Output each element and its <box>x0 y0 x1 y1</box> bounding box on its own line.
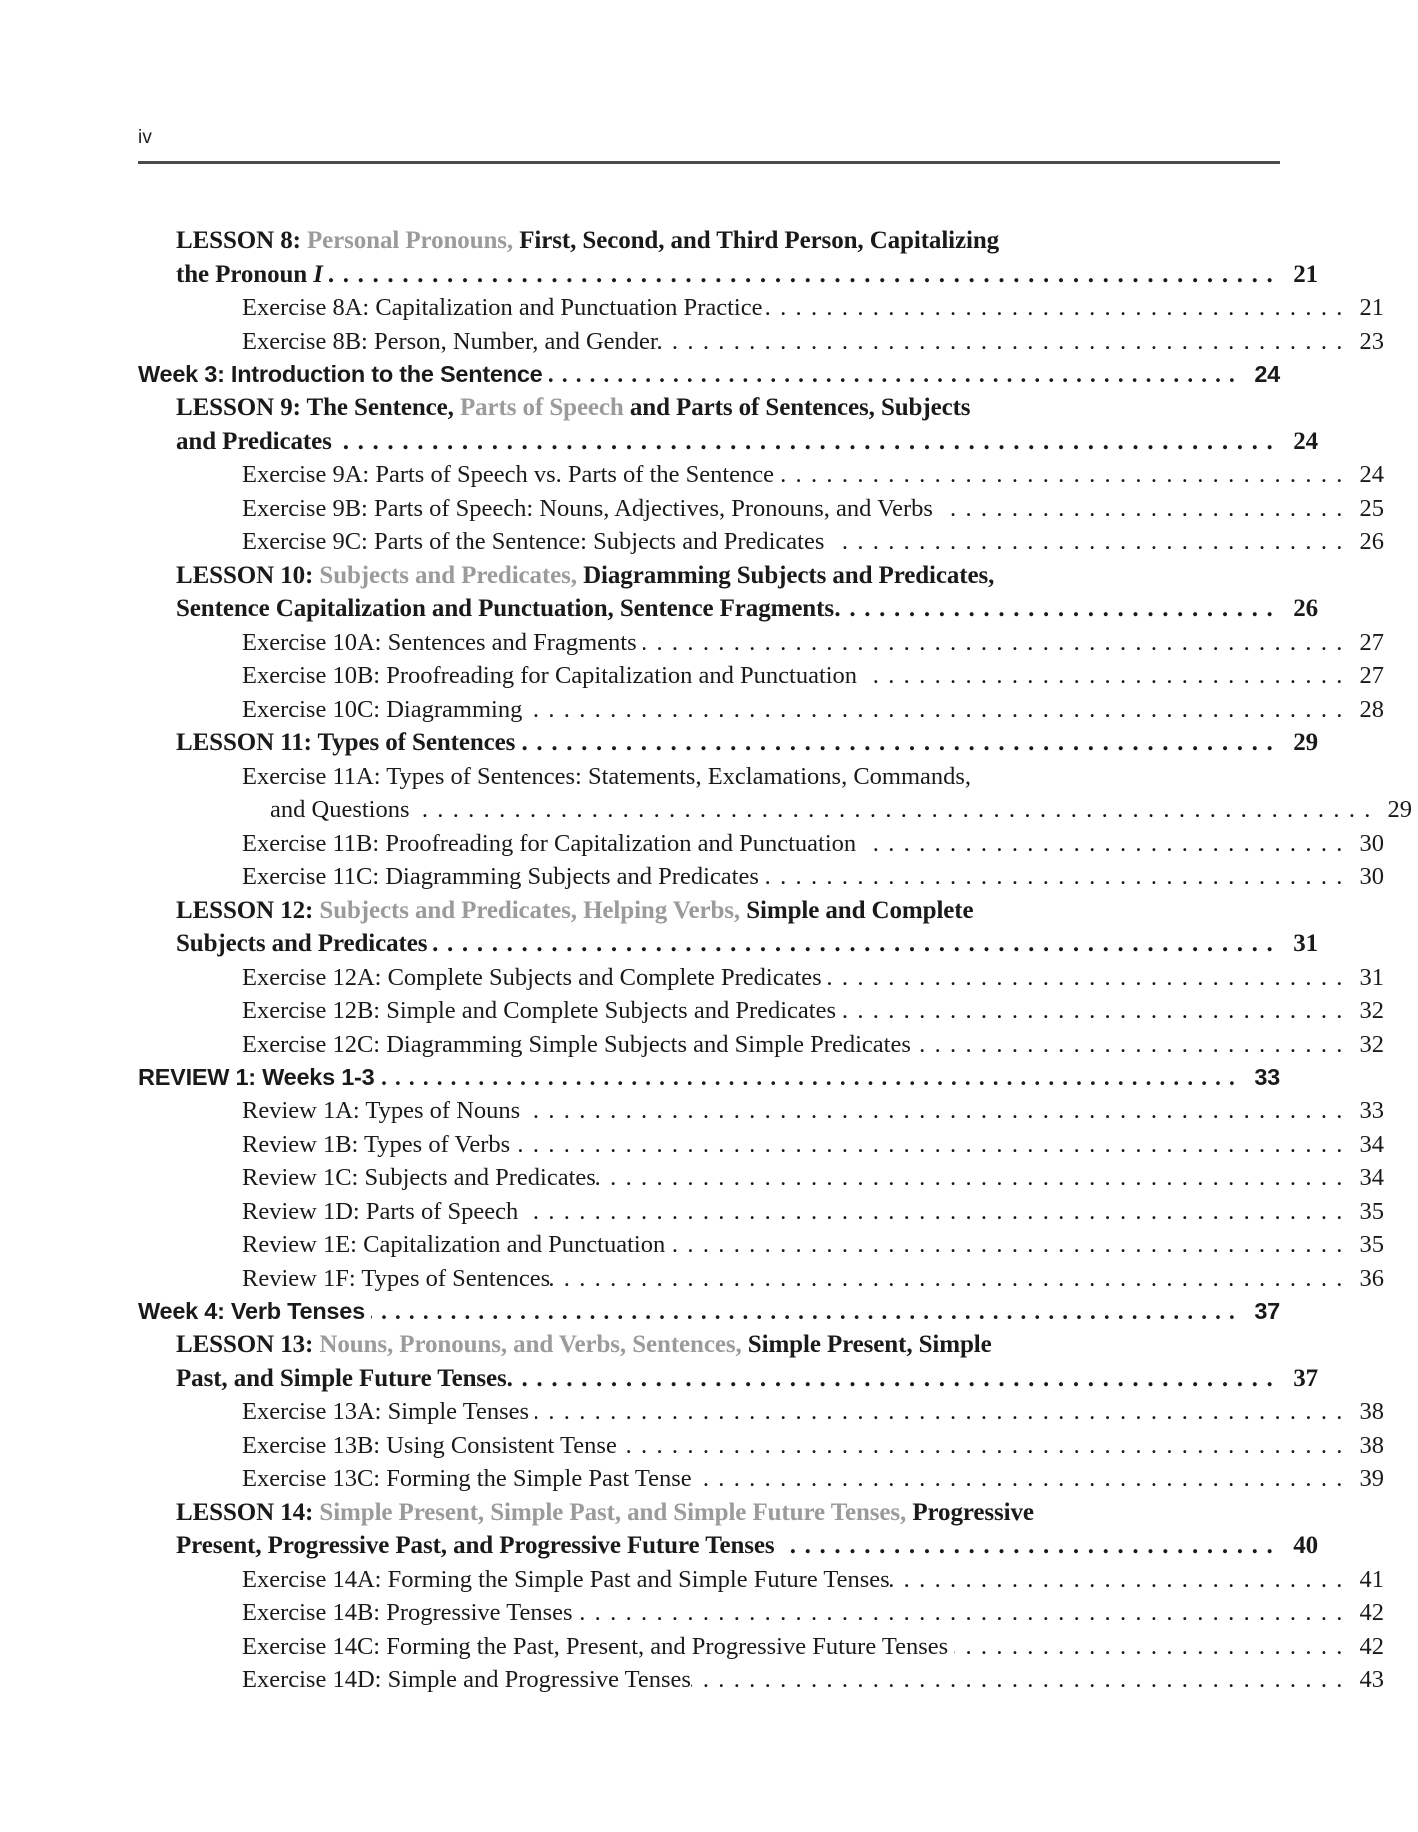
page-number: 36 <box>1359 1264 1384 1292</box>
page-number: 35 <box>1359 1231 1384 1258</box>
dot-leader <box>671 1237 1344 1262</box>
toc-entry-exercise[interactable] <box>242 961 1384 995</box>
page-number: 43 <box>1359 1666 1384 1693</box>
lesson-review-topics: Personal Pronouns, <box>306 227 514 254</box>
dot-leader <box>954 1639 1344 1664</box>
dot-leader <box>692 1471 1344 1496</box>
entry-title: Review 1E: Capitalization and Punctuation <box>242 1231 672 1258</box>
lesson-new-topics: Simple and Complete <box>740 896 974 924</box>
toc-entry-lesson[interactable] <box>176 559 1318 593</box>
dot-leader <box>579 1605 1344 1630</box>
dot-leader <box>550 1271 1344 1296</box>
entry-title: Exercise 12A: Complete Subjects and Complete Predicates <box>242 963 828 991</box>
toc-entry-lesson[interactable] <box>176 894 1318 928</box>
dot-leader <box>759 869 1344 894</box>
entry-title <box>176 258 329 292</box>
toc-entry-exercise[interactable] <box>242 1028 1384 1062</box>
dot-leader <box>781 1538 1274 1563</box>
entry-title: Exercise 9A: Parts of Speech vs. Parts of the Sentence <box>242 461 775 488</box>
entry-title <box>176 894 974 928</box>
dot-leader <box>643 635 1344 660</box>
toc-entry-exercise[interactable] <box>242 1228 1384 1262</box>
toc-entry-exercise[interactable] <box>242 458 1384 492</box>
page-number: 34 <box>1359 1130 1384 1158</box>
dot-leader <box>329 266 1274 291</box>
toc-entry-lesson-continued[interactable] <box>176 592 1318 626</box>
entry-title: Exercise 14D: Simple and Progressive Tenses <box>242 1666 691 1693</box>
page-number: 33 <box>1359 1097 1384 1124</box>
lesson-review-topics: Subjects and Predicates, Helping Verbs, <box>319 896 741 924</box>
entry-title <box>176 927 427 961</box>
lesson-line2-italic: I <box>313 260 323 288</box>
page-number: 34 <box>1359 1164 1384 1191</box>
lesson-new-topics: and Parts of Sentences, Subjects <box>623 394 971 421</box>
page-number: 31 <box>1293 930 1318 957</box>
page-number: 32 <box>1359 997 1384 1024</box>
dot-leader <box>862 836 1344 861</box>
toc-entry-lesson-continued[interactable] <box>176 258 1318 292</box>
toc-entry-week[interactable] <box>138 1295 1280 1328</box>
entry-title: Exercise 12B: Simple and Complete Subjects and Predicates <box>242 997 836 1024</box>
dot-leader <box>542 368 1236 391</box>
entry-title: Review 1F: Types of Sentences <box>242 1264 551 1292</box>
table-of-contents <box>138 224 1412 1697</box>
page-number: 30 <box>1359 829 1384 857</box>
page-number: 26 <box>1293 595 1318 622</box>
entry-title: and Questions <box>270 796 416 823</box>
dot-leader <box>836 1003 1344 1028</box>
dot-leader <box>596 1170 1344 1195</box>
page-number: 30 <box>1359 863 1384 890</box>
entry-title <box>176 726 521 760</box>
lesson-label: LESSON 12: <box>176 896 320 924</box>
dot-leader <box>427 936 1274 961</box>
dot-leader <box>834 601 1274 626</box>
dot-leader <box>371 1305 1236 1328</box>
toc-entry-exercise[interactable] <box>242 693 1384 727</box>
lesson-new-topics: First, Second, and Third Person, Capitalizing <box>513 227 1000 254</box>
page-number: 38 <box>1359 1431 1384 1459</box>
page-number: 41 <box>1359 1565 1384 1593</box>
entry-title: Exercise 11B: Proofreading for Capitalization and Punctuation <box>242 829 863 857</box>
page-number: 21 <box>1359 294 1384 321</box>
toc-entry-exercise[interactable] <box>242 860 1384 894</box>
toc-entry-exercise[interactable] <box>242 291 1384 325</box>
lesson-label: LESSON 14: <box>176 1498 320 1526</box>
toc-entry-lesson[interactable] <box>176 391 1318 425</box>
toc-entry-exercise[interactable] <box>242 760 1384 794</box>
entry-title: Exercise 13A: Simple Tenses <box>242 1398 536 1425</box>
toc-entry-exercise[interactable] <box>242 1262 1384 1296</box>
page-number: 24 <box>1293 427 1318 455</box>
toc-entry-exercise[interactable] <box>242 827 1384 861</box>
toc-entry-week[interactable] <box>138 1061 1280 1094</box>
entry-title: Exercise 13B: Using Consistent Tense <box>242 1431 623 1459</box>
toc-entry-exercise[interactable] <box>242 1094 1384 1128</box>
page-folio: iv <box>138 127 153 148</box>
toc-entry-exercise[interactable] <box>242 325 1384 359</box>
lesson-label: LESSON 10: <box>176 561 320 589</box>
entry-title: Exercise 10A: Sentences and Fragments <box>242 628 643 656</box>
toc-entry-exercise[interactable] <box>242 1195 1384 1229</box>
toc-entry-week[interactable] <box>138 358 1280 391</box>
entry-title <box>176 592 834 626</box>
entry-title: Exercise 14B: Progressive Tenses <box>242 1599 579 1626</box>
toc-entry-lesson-continued[interactable] <box>176 927 1318 961</box>
entry-title <box>176 224 999 258</box>
dot-leader <box>521 735 1274 760</box>
lesson-line2: Sentence Capitalization and Punctuation, Sentence Fragments <box>176 595 834 622</box>
page-number: 33 <box>1254 1064 1280 1090</box>
toc-entry-lesson-continued[interactable] <box>176 1362 1318 1396</box>
page-number: 27 <box>1359 662 1384 689</box>
lesson-new-topics: Simple Present, Simple <box>741 1331 992 1358</box>
toc-entry-exercise[interactable] <box>242 1462 1384 1496</box>
lesson-line2: Present, Progressive Past, and Progressive Future Tenses <box>176 1532 781 1559</box>
lesson-review-topics: Subjects and Predicates, <box>319 561 577 589</box>
toc-entry-exercise-continued[interactable] <box>270 793 1412 827</box>
entry-title: Exercise 9B: Parts of Speech: Nouns, Adjectives, Pronouns, and Verbs <box>242 494 940 522</box>
entry-title <box>176 559 994 593</box>
lesson-new-topics: Diagramming Subjects and Predicates, <box>576 561 995 589</box>
entry-title <box>176 1328 992 1362</box>
lesson-review-topics: Parts of Speech <box>459 394 624 421</box>
dot-leader <box>828 970 1344 995</box>
dot-leader <box>338 433 1274 458</box>
toc-entry-exercise[interactable] <box>242 1161 1384 1195</box>
page-number: 40 <box>1293 1532 1318 1559</box>
entry-title: REVIEW 1: Weeks 1-3 <box>138 1064 381 1090</box>
page-number: 42 <box>1359 1599 1384 1626</box>
toc-entry-lesson[interactable] <box>176 224 1318 258</box>
running-head <box>138 128 1280 164</box>
page-number: 25 <box>1359 494 1384 522</box>
toc-entry-exercise[interactable] <box>242 994 1384 1028</box>
entry-title: Review 1C: Subjects and Predicates <box>242 1164 596 1191</box>
page-number: 37 <box>1293 1364 1318 1392</box>
toc-entry-exercise[interactable] <box>242 525 1384 559</box>
entry-title: Exercise 10B: Proofreading for Capitalization and Punctuation <box>242 662 864 689</box>
entry-title: Exercise 11C: Diagramming Subjects and Predicates <box>242 863 759 890</box>
entry-title: Exercise 9C: Parts of the Sentence: Subjects and Predicates <box>242 528 831 555</box>
page-number: 21 <box>1293 260 1318 288</box>
dot-leader <box>762 300 1344 325</box>
lesson-review-topics: Simple Present, Simple Past, and Simple Future Tenses, <box>319 1498 907 1526</box>
entry-title: Exercise 8A: Capitalization and Punctuation Practice <box>242 294 763 321</box>
lesson-review-topics: Nouns, Pronouns, and Verbs, Sentences, <box>319 1331 742 1358</box>
entry-title <box>176 1362 513 1396</box>
dot-leader <box>516 1137 1344 1162</box>
dot-leader <box>831 534 1344 559</box>
entry-title <box>176 1529 781 1563</box>
dot-leader <box>526 1103 1344 1128</box>
toc-entry-lesson[interactable] <box>176 726 1318 760</box>
lesson-label: LESSON 8: <box>176 227 307 254</box>
page-number: 31 <box>1359 963 1384 991</box>
page-number: 42 <box>1359 1632 1384 1660</box>
page-number: 32 <box>1359 1030 1384 1058</box>
entry-title <box>176 425 338 459</box>
lesson-line2: the Pronoun <box>176 260 314 288</box>
dot-leader <box>513 1370 1274 1395</box>
entry-title: Review 1A: Types of Nouns <box>242 1097 527 1124</box>
lesson-label: LESSON 9: The Sentence, <box>176 394 460 421</box>
dot-leader <box>381 1071 1236 1094</box>
page-number: 38 <box>1359 1398 1384 1425</box>
page-number: 24 <box>1254 361 1280 387</box>
page-number: 24 <box>1359 461 1384 488</box>
toc-entry-exercise[interactable] <box>242 1395 1384 1429</box>
dot-leader <box>939 501 1344 526</box>
dot-leader <box>917 1037 1344 1062</box>
toc-entry-lesson-continued[interactable] <box>176 425 1318 459</box>
page-number: 26 <box>1359 528 1384 555</box>
entry-title: Exercise 8B: Person, Number, and Gender <box>242 327 659 355</box>
entry-title: Review 1D: Parts of Speech <box>242 1197 525 1225</box>
dot-leader <box>774 467 1344 492</box>
entry-title: Week 4: Verb Tenses <box>138 1298 372 1324</box>
dot-leader <box>691 1672 1344 1697</box>
toc-entry-lesson[interactable] <box>176 1328 1318 1362</box>
entry-title <box>176 1496 1034 1530</box>
toc-entry-exercise[interactable] <box>242 1630 1384 1664</box>
page-number: 29 <box>1293 729 1318 756</box>
lesson-line2: Past, and Simple Future Tenses. <box>176 1364 513 1392</box>
page-number: 35 <box>1359 1197 1384 1225</box>
toc-entry-lesson[interactable] <box>176 1496 1318 1530</box>
entry-title: Exercise 14C: Forming the Past, Present, and Progressive Future Tenses <box>242 1632 955 1660</box>
toc-entry-exercise[interactable] <box>242 626 1384 660</box>
page-number: 39 <box>1359 1465 1384 1492</box>
toc-entry-exercise[interactable] <box>242 1596 1384 1630</box>
lesson-label: LESSON 13: <box>176 1331 320 1358</box>
entry-title: Exercise 11A: Types of Sentences: Statements, Exclamations, Commands, <box>242 762 972 790</box>
header-rule <box>138 161 1280 164</box>
dot-leader <box>535 1404 1344 1429</box>
lesson-line2: Subjects and Predicates <box>176 930 428 957</box>
dot-leader <box>524 1204 1344 1229</box>
toc-entry-lesson-continued[interactable] <box>176 1529 1318 1563</box>
dot-leader <box>416 802 1372 827</box>
page-number: 37 <box>1254 1298 1280 1324</box>
entry-title: Week 3: Introduction to the Sentence <box>138 361 543 387</box>
entry-title: Review 1B: Types of Verbs <box>242 1130 517 1158</box>
toc-entry-exercise[interactable] <box>242 659 1384 693</box>
entry-title: Exercise 12C: Diagramming Simple Subjects and Simple Predicates <box>242 1030 917 1058</box>
dot-leader <box>658 334 1344 359</box>
page-number: 28 <box>1359 695 1384 723</box>
page-number: 23 <box>1359 327 1384 355</box>
toc-entry-exercise[interactable] <box>242 1128 1384 1162</box>
toc-entry-exercise[interactable] <box>242 1663 1384 1697</box>
dot-leader <box>863 668 1344 693</box>
toc-entry-exercise[interactable] <box>242 492 1384 526</box>
entry-title: Exercise 13C: Forming the Simple Past Tense <box>242 1465 692 1492</box>
lesson-new-topics: Progressive <box>906 1498 1034 1526</box>
lesson-line2: and Predicates <box>176 427 338 455</box>
page-number: 29 <box>1387 796 1412 823</box>
dot-leader <box>623 1438 1344 1463</box>
lesson-label: LESSON 11: Types of Sentences <box>176 729 522 756</box>
dot-leader <box>890 1572 1344 1597</box>
toc-entry-exercise[interactable] <box>242 1563 1384 1597</box>
dot-leader <box>522 702 1344 727</box>
page-number: 27 <box>1359 628 1384 656</box>
toc-entry-exercise[interactable] <box>242 1429 1384 1463</box>
entry-title: Exercise 10C: Diagramming <box>242 695 523 723</box>
entry-title: Exercise 14A: Forming the Simple Past and Simple Future Tenses <box>242 1565 890 1593</box>
entry-title <box>176 391 970 425</box>
